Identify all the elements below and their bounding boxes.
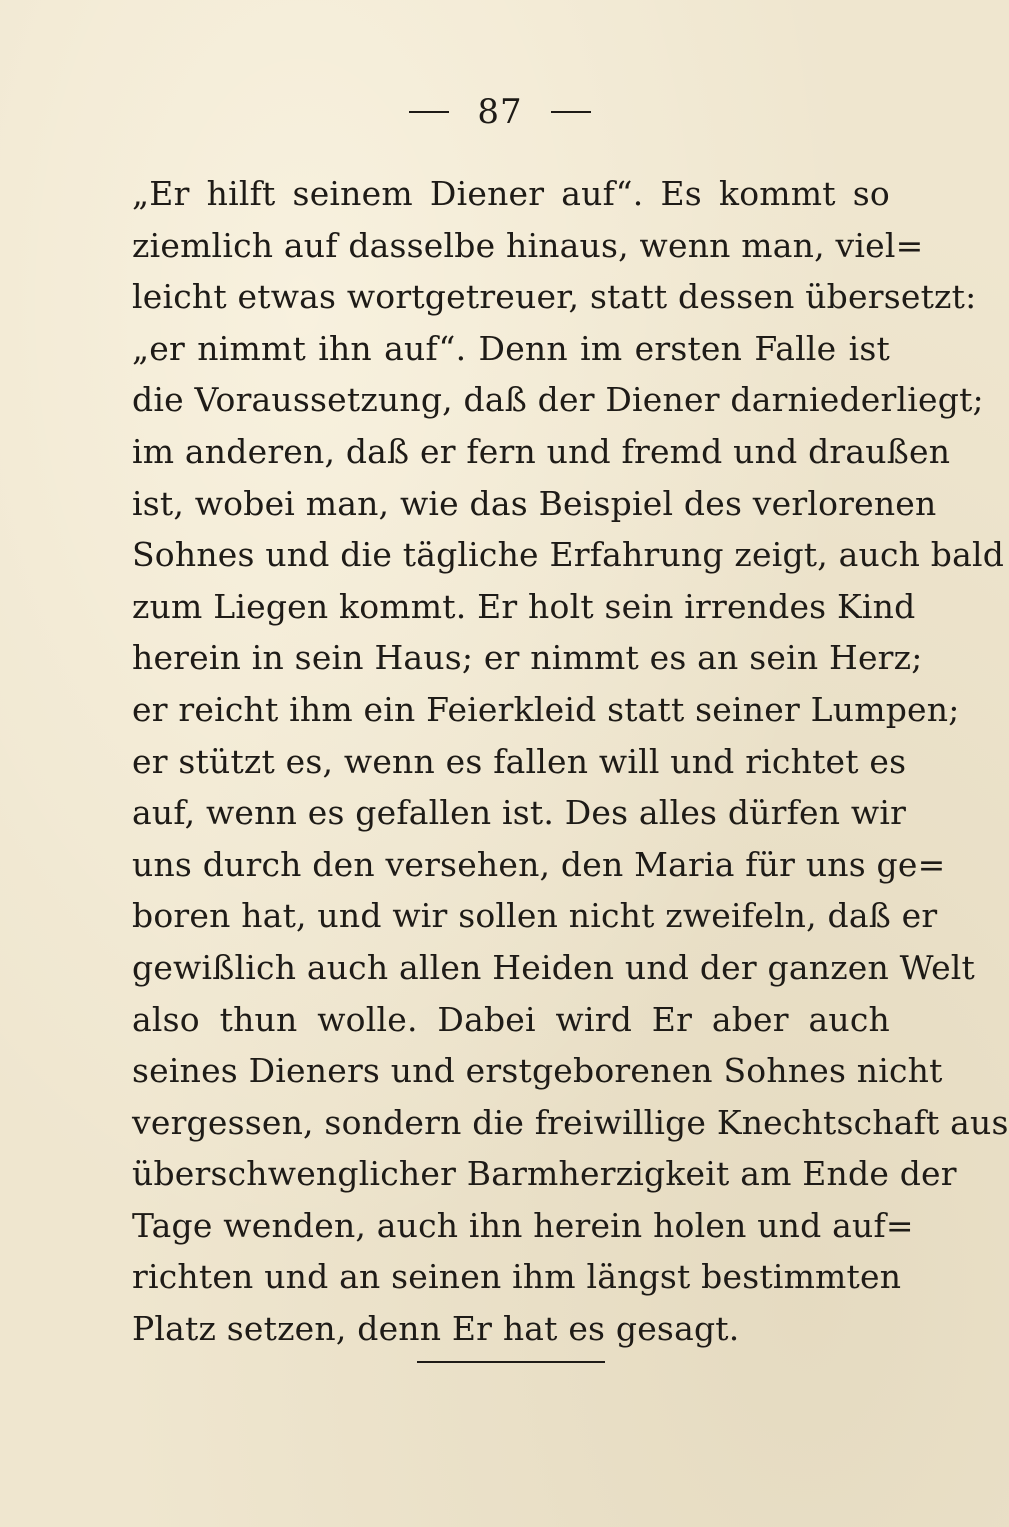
text-line: „Er hilft seinem Diener auf“. Es kommt so bbox=[132, 174, 890, 213]
text-line: richten und an seinen ihm längst bestimmten bbox=[132, 1257, 902, 1297]
text-line: ist, wobei man, wie das Beispiel des verlorenen bbox=[132, 483, 937, 523]
text-line: überschwenglicher Barmherzigkeit am Ende der bbox=[132, 1154, 957, 1194]
text-line: boren hat, und wir sollen nicht zweifeln, daß er bbox=[132, 896, 938, 936]
text-line: seines Dieners und erstgeborenen Sohnes nicht bbox=[132, 1051, 943, 1091]
page-number-header bbox=[0, 92, 1000, 132]
end-rule-divider bbox=[417, 1361, 605, 1363]
text-line: uns durch den versehen, den Maria für uns ge= bbox=[132, 844, 946, 884]
text-line: „er nimmt ihn auf“. Denn im ersten Falle ist bbox=[132, 328, 890, 368]
text-line-last: Platz setzen, denn Er hat es gesagt. bbox=[132, 1309, 740, 1349]
text-line: vergessen, sondern die freiwillige Knechtschaft aus bbox=[132, 1102, 1009, 1142]
text-line: die Voraussetzung, daß der Diener darniederliegt; bbox=[132, 380, 984, 420]
text-line: zum Liegen kommt. Er holt sein irrendes Kind bbox=[132, 586, 916, 626]
text-line: herein in sein Haus; er nimmt es an sein Herz; bbox=[132, 638, 923, 678]
text-line: er stützt es, wenn es fallen will und richtet es bbox=[132, 741, 907, 781]
text-line: er reicht ihm ein Feierkleid statt seiner Lumpen; bbox=[132, 689, 960, 729]
text-line: gewißlich auch allen Heiden und der ganzen Welt bbox=[132, 947, 976, 987]
text-line: Tage wenden, auch ihn herein holen und auf= bbox=[132, 1205, 914, 1245]
text-line: leicht etwas wortgetreuer, statt dessen übersetzt: bbox=[132, 277, 977, 317]
page-number: 87 bbox=[477, 92, 523, 132]
body-text bbox=[132, 168, 1009, 1355]
text-line: ziemlich auf dasselbe hinaus, wenn man, viel= bbox=[132, 225, 924, 265]
text-line: Sohnes und die tägliche Erfahrung zeigt, auch bald bbox=[132, 535, 1005, 575]
text-line: auf, wenn es gefallen ist. Des alles dürfen wir bbox=[132, 793, 907, 833]
text-line: also thun wolle. Dabei wird Er aber auch bbox=[132, 999, 890, 1039]
right-dash bbox=[551, 111, 591, 113]
left-dash bbox=[409, 111, 449, 113]
text-line: im anderen, daß er fern und fremd und draußen bbox=[132, 431, 951, 471]
